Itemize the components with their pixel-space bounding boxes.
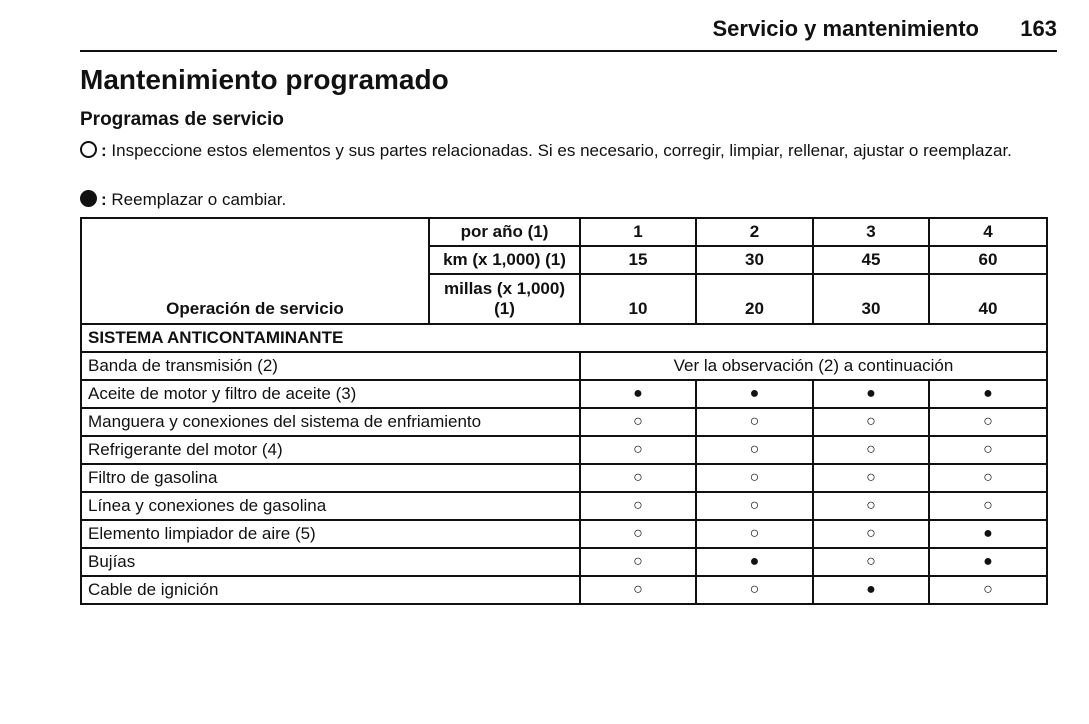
- replace-mark: ●: [813, 380, 929, 408]
- inspect-mark: ○: [580, 520, 696, 548]
- inspect-mark: ○: [929, 464, 1047, 492]
- legend-inspect: [80, 141, 1040, 161]
- inspect-mark: ○: [580, 576, 696, 604]
- inspect-mark: ○: [929, 436, 1047, 464]
- inspect-mark: ○: [696, 436, 813, 464]
- inspect-mark: ○: [929, 576, 1047, 604]
- inspect-mark: ○: [929, 492, 1047, 520]
- interval-label: km (x 1,000) (1): [429, 246, 580, 274]
- legend-replace-text: Reemplazar o cambiar.: [111, 190, 287, 209]
- service-item: Filtro de gasolina: [81, 464, 580, 492]
- inspect-mark: ○: [580, 408, 696, 436]
- replace-mark: ●: [580, 380, 696, 408]
- service-item: Refrigerante del motor (4): [81, 436, 580, 464]
- replace-mark: ●: [929, 380, 1047, 408]
- table-row: [81, 380, 1047, 408]
- replace-mark: ●: [929, 548, 1047, 576]
- inspect-mark: ○: [813, 548, 929, 576]
- service-item: Aceite de motor y filtro de aceite (3): [81, 380, 580, 408]
- service-item: Línea y conexiones de gasolina: [81, 492, 580, 520]
- page-number: 163: [1020, 16, 1057, 41]
- replace-mark: ●: [696, 548, 813, 576]
- inspect-mark: ○: [813, 436, 929, 464]
- section-label: SISTEMA ANTICONTAMINANTE: [81, 324, 1047, 352]
- interval-value: 15: [580, 246, 696, 274]
- table-row: [81, 408, 1047, 436]
- interval-value: 40: [929, 274, 1047, 324]
- service-note: Ver la observación (2) a continuación: [580, 352, 1047, 380]
- service-item: Cable de ignición: [81, 576, 580, 604]
- operation-header: Operación de servicio: [81, 218, 429, 324]
- table-row: [81, 436, 1047, 464]
- interval-value: 20: [696, 274, 813, 324]
- interval-value: 1: [580, 218, 696, 246]
- page-header: [80, 14, 1057, 52]
- interval-value: 2: [696, 218, 813, 246]
- inspect-mark: ○: [696, 408, 813, 436]
- replace-mark: ●: [929, 520, 1047, 548]
- replace-mark: ●: [813, 576, 929, 604]
- table-row: [81, 548, 1047, 576]
- table-row: [81, 520, 1047, 548]
- inspect-mark: ○: [580, 464, 696, 492]
- inspect-mark: ○: [696, 492, 813, 520]
- table-row: [81, 352, 1047, 380]
- inspect-mark: ○: [813, 520, 929, 548]
- page-subtitle: Programas de servicio: [80, 109, 284, 130]
- interval-value: 10: [580, 274, 696, 324]
- legend-replace: [80, 190, 286, 210]
- service-item: Banda de transmisión (2): [81, 352, 580, 380]
- replace-mark: ●: [696, 380, 813, 408]
- interval-label: millas (x 1,000) (1): [429, 274, 580, 324]
- section-row: [81, 324, 1047, 352]
- interval-value: 60: [929, 246, 1047, 274]
- legend-colon: :: [101, 190, 107, 209]
- legend-colon: :: [101, 141, 107, 160]
- service-item: Elemento limpiador de aire (5): [81, 520, 580, 548]
- table-row: [81, 576, 1047, 604]
- service-item: Bujías: [81, 548, 580, 576]
- interval-value: 4: [929, 218, 1047, 246]
- inspect-mark: ○: [696, 464, 813, 492]
- inspect-mark: ○: [580, 436, 696, 464]
- inspect-mark: ○: [813, 408, 929, 436]
- interval-label: por año (1): [429, 218, 580, 246]
- inspect-mark: ○: [813, 492, 929, 520]
- interval-value: 30: [696, 246, 813, 274]
- inspect-mark: ○: [929, 408, 1047, 436]
- interval-value: 45: [813, 246, 929, 274]
- interval-row-years: [81, 218, 1047, 246]
- page-title: Mantenimiento programado: [80, 64, 449, 95]
- interval-value: 30: [813, 274, 929, 324]
- section-title: Servicio y mantenimiento: [712, 16, 979, 41]
- service-item: Manguera y conexiones del sistema de enfriamiento: [81, 408, 580, 436]
- maintenance-schedule-table: [80, 217, 1048, 605]
- table-row: [81, 464, 1047, 492]
- legend-inspect-text: Inspeccione estos elementos y sus partes relacionadas. Si es necesario, corregir, limpiar, rellenar, ajustar o reemplazar.: [111, 141, 1012, 160]
- filled-circle-icon: [80, 190, 97, 207]
- interval-value: 3: [813, 218, 929, 246]
- inspect-mark: ○: [813, 464, 929, 492]
- inspect-mark: ○: [580, 492, 696, 520]
- inspect-mark: ○: [580, 548, 696, 576]
- inspect-mark: ○: [696, 576, 813, 604]
- open-circle-icon: [80, 141, 97, 158]
- inspect-mark: ○: [696, 520, 813, 548]
- table-row: [81, 492, 1047, 520]
